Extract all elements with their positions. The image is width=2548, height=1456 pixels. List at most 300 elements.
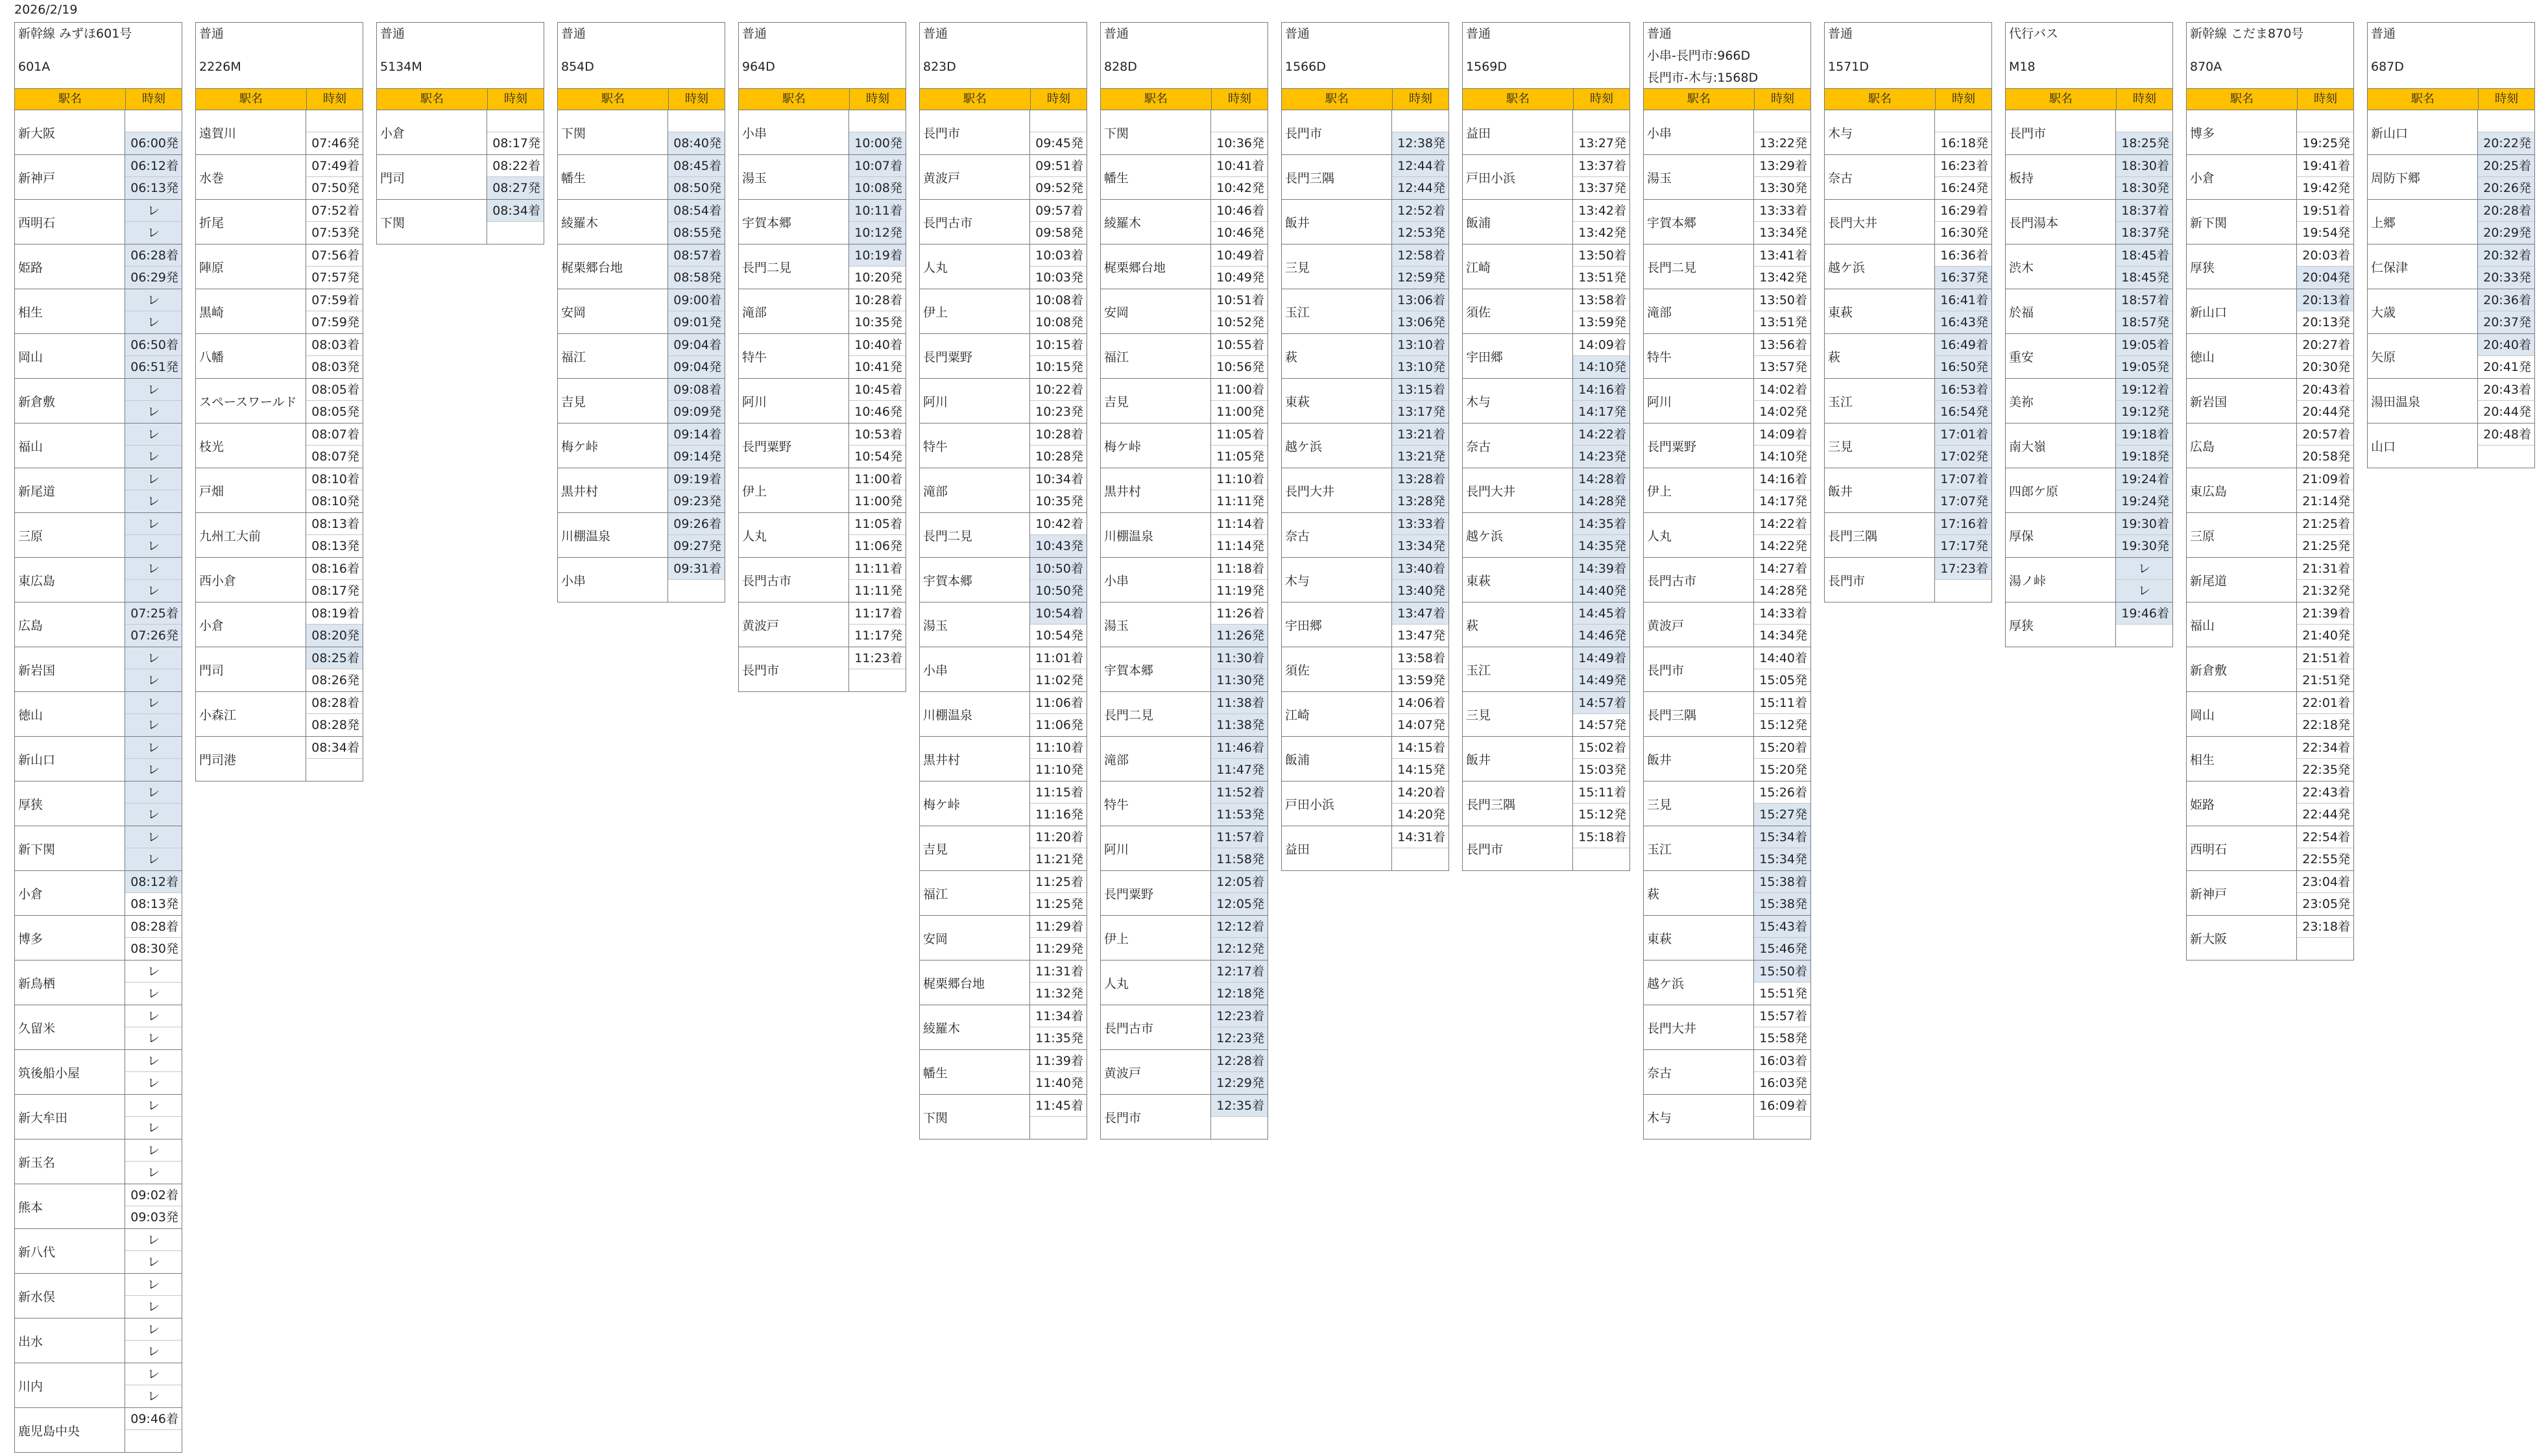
arrival-time: 13:58着: [1392, 647, 1448, 669]
table-row: [1101, 558, 1268, 603]
arrival-time: 13:50着: [1754, 289, 1810, 311]
train-number: [1644, 45, 1810, 88]
departure-time: 12:38発: [1392, 132, 1448, 154]
table-row: [15, 1005, 182, 1050]
station-name: 益田: [1282, 826, 1392, 870]
station-name: 新神戸: [2187, 871, 2297, 915]
time-cell: [849, 245, 906, 289]
arrival-time: 17:01着: [1935, 424, 1991, 446]
time-cell: [1935, 513, 1991, 557]
station-column-header: 駅名: [739, 89, 850, 110]
time-cell: [125, 1274, 182, 1318]
table-row: [196, 647, 363, 692]
table-row: [196, 200, 363, 245]
departure-time: 20:58発: [2302, 449, 2350, 464]
table-row: [920, 737, 1087, 782]
time-cell: [2116, 603, 2172, 647]
train-number: [2006, 45, 2172, 88]
table-row: [1101, 692, 1268, 737]
station-name: 飯浦: [1282, 737, 1392, 781]
table-row: [1101, 603, 1268, 647]
station-name: 玉江: [1282, 289, 1392, 333]
arrival-time: 14:16着: [1754, 468, 1810, 490]
time-cell: [2116, 558, 2172, 602]
time-cell: [849, 558, 906, 602]
departure-time: 13:34発: [1759, 226, 1807, 240]
table-row: [1463, 692, 1629, 737]
table-row: [1825, 110, 1991, 155]
time-cell: [306, 334, 363, 378]
table-row: [1825, 558, 1991, 603]
arrival-time: 10:34着: [1030, 468, 1087, 490]
time-cell: [668, 155, 725, 199]
table-row: [1463, 826, 1629, 871]
departure-time: 18:25発: [2116, 132, 2172, 154]
departure-time: 22:18発: [2302, 718, 2350, 732]
station-name: 川棚温泉: [920, 692, 1030, 736]
table-row: [1282, 155, 1448, 200]
arrival-time: 13:42着: [1573, 200, 1629, 222]
arrival-time: レ: [125, 1005, 182, 1027]
time-cell: [1392, 513, 1448, 557]
arrival-time: 11:15着: [1030, 782, 1087, 804]
station-name: 福江: [920, 871, 1030, 915]
table-row: [920, 200, 1087, 245]
departure-time: 14:17発: [1573, 401, 1629, 423]
arrival-time: 07:49着: [306, 155, 363, 177]
time-cell: [306, 200, 363, 244]
column-header: [196, 88, 363, 110]
departure-time: 18:57発: [2116, 311, 2172, 333]
table-row: [1282, 468, 1448, 513]
time-column-header: 時刻: [2314, 92, 2337, 106]
departure-time: 18:30発: [2116, 177, 2172, 199]
departure-time: 14:15発: [1397, 763, 1445, 777]
departure-time: 13:42発: [1759, 270, 1807, 285]
train-type: 普通: [561, 27, 586, 41]
arrival-time: 10:11着: [849, 200, 906, 222]
station-name: 折尾: [196, 200, 306, 244]
station-name: 新神戸: [15, 155, 125, 199]
time-cell: [1392, 826, 1448, 870]
time-cell: [125, 289, 182, 333]
timetable-block: [1281, 22, 1449, 871]
arrival-time: 19:46着: [2116, 603, 2172, 625]
train-number-line: 2226M: [199, 59, 241, 74]
departure-time: 15:46発: [1754, 938, 1810, 960]
arrival-time: 08:28着: [125, 916, 182, 938]
arrival-time: 14:15着: [1392, 737, 1448, 759]
arrival-time: 08:12着: [125, 871, 182, 893]
arrival-time: 09:57着: [1030, 200, 1087, 222]
station-name: 矢原: [2368, 334, 2478, 378]
arrival-time: [125, 110, 182, 132]
departure-time: 08:07発: [311, 449, 359, 464]
time-cell: [2116, 424, 2172, 468]
arrival-time: 10:22着: [1030, 379, 1087, 401]
departure-time: 10:08発: [1035, 315, 1083, 329]
departure-time: 10:23発: [1035, 405, 1083, 419]
time-cell: [1573, 692, 1629, 736]
station-name: 黒井村: [1101, 468, 1211, 512]
station-name: 須佐: [1282, 647, 1392, 691]
time-cell: [1754, 647, 1810, 691]
departure-time: 10:54発: [1035, 628, 1083, 643]
departure-time: 16:43発: [1935, 311, 1991, 333]
departure-time: 13:47発: [1397, 628, 1445, 643]
train-number: [920, 45, 1087, 88]
departure-time: 12:59発: [1392, 267, 1448, 289]
arrival-time: 21:51着: [2297, 647, 2353, 669]
time-cell: [1211, 1095, 1268, 1139]
arrival-time: 14:28着: [1573, 468, 1629, 490]
arrival-time: 11:38着: [1211, 692, 1268, 714]
station-name: 新山口: [15, 737, 125, 781]
station-name: 伊上: [920, 289, 1030, 333]
table-row: [15, 1229, 182, 1274]
time-cell: [1573, 245, 1629, 289]
station-name: 幡生: [920, 1050, 1030, 1094]
time-cell: [1030, 110, 1087, 154]
station-name: 萩: [1282, 334, 1392, 378]
time-cell: [1573, 826, 1629, 870]
table-row: [739, 468, 906, 513]
table-row: [558, 424, 725, 468]
time-cell: [1030, 871, 1087, 915]
table-row: [1463, 737, 1629, 782]
time-cell: [1030, 737, 1087, 781]
arrival-time: 14:16着: [1573, 379, 1629, 401]
table-row: [15, 468, 182, 513]
station-name: 越ケ浜: [1644, 961, 1754, 1005]
table-row: [1463, 468, 1629, 513]
time-cell: [1211, 961, 1268, 1005]
time-cell: [668, 379, 725, 423]
table-row: [196, 513, 363, 558]
departure-time: 19:42発: [2302, 181, 2350, 195]
time-cell: [1754, 334, 1810, 378]
time-cell: [668, 289, 725, 333]
departure-time: レ: [125, 848, 182, 870]
station-name: 梅ケ峠: [920, 782, 1030, 826]
table-row: [1644, 871, 1810, 916]
time-cell: [125, 1050, 182, 1094]
arrival-time: レ: [125, 692, 182, 714]
table-row: [1644, 155, 1810, 200]
departure-time: 11:35発: [1035, 1031, 1083, 1045]
station-column-header: 駅名: [2368, 89, 2479, 110]
station-name: 江崎: [1463, 245, 1573, 289]
table-row: [2006, 289, 2172, 334]
table-row: [920, 155, 1087, 200]
departure-time: 20:26発: [2478, 177, 2534, 199]
station-name: 特牛: [1101, 782, 1211, 826]
table-row: [2006, 379, 2172, 424]
time-cell: [668, 245, 725, 289]
time-cell: [306, 513, 363, 557]
arrival-time: 11:34着: [1030, 1005, 1087, 1027]
station-name: 九州工大前: [196, 513, 306, 557]
table-row: [2368, 289, 2534, 334]
timetable-block: [1643, 22, 1811, 1140]
time-cell: [2478, 200, 2534, 244]
arrival-time: 09:08着: [668, 379, 725, 401]
station-name: 東萩: [1282, 379, 1392, 423]
station-name: 大歳: [2368, 289, 2478, 333]
station-name: 滝部: [920, 468, 1030, 512]
time-cell: [2297, 424, 2353, 468]
time-cell: [2297, 155, 2353, 199]
arrival-time: 20:28着: [2478, 200, 2534, 222]
departure-time: 09:58発: [1035, 226, 1083, 240]
arrival-time: 11:31着: [1030, 961, 1087, 983]
time-cell: [1392, 110, 1448, 154]
table-row: [920, 379, 1087, 424]
departure-time: [668, 580, 725, 602]
arrival-time: 10:54着: [1030, 603, 1087, 625]
train-number-line: 854D: [561, 59, 594, 74]
time-cell: [1030, 513, 1087, 557]
time-cell: [1392, 782, 1448, 826]
table-row: [2187, 513, 2353, 558]
station-name: 黒井村: [920, 737, 1030, 781]
table-row: [1463, 245, 1629, 289]
table-row: [196, 603, 363, 647]
departure-time: 13:37発: [1578, 181, 1626, 195]
departure-time: 08:27発: [487, 177, 544, 199]
time-cell: [2297, 289, 2353, 333]
time-column-header: 時刻: [142, 92, 165, 106]
arrival-time: 10:08着: [1030, 289, 1087, 311]
station-name: 宇賀本郷: [920, 558, 1030, 602]
table-row: [196, 245, 363, 289]
station-name: 飯井: [1825, 468, 1935, 512]
arrival-time: 22:01着: [2297, 692, 2353, 714]
arrival-time: 14:39着: [1573, 558, 1629, 580]
departure-time: 11:32発: [1035, 986, 1083, 1001]
station-name: 長門粟野: [739, 424, 849, 468]
train-number-line: 1566D: [1285, 59, 1326, 74]
arrival-time: 14:49着: [1573, 647, 1629, 669]
arrival-time: [668, 110, 725, 132]
column-header: [739, 88, 906, 110]
station-name: 萩: [1825, 334, 1935, 378]
time-cell: [1211, 558, 1268, 602]
time-cell: [1754, 513, 1810, 557]
departure-time: [2478, 446, 2534, 468]
time-cell: [2116, 468, 2172, 512]
departure-time: 07:53発: [311, 226, 359, 240]
table-row: [920, 647, 1087, 692]
departure-time: 21:14発: [2302, 494, 2350, 508]
departure-time: 16:24発: [1940, 181, 1988, 195]
table-row: [1825, 424, 1991, 468]
table-row: [2368, 200, 2534, 245]
timetable-block: [2186, 22, 2354, 961]
table-row: [1644, 558, 1810, 603]
station-name: 下関: [1101, 110, 1211, 154]
departure-time: 15:34発: [1754, 848, 1810, 870]
time-cell: [1754, 289, 1810, 333]
time-cell: [306, 468, 363, 512]
time-cell: [2478, 110, 2534, 154]
table-row: [2368, 379, 2534, 424]
time-cell: [2297, 826, 2353, 870]
table-row: [2187, 737, 2353, 782]
arrival-time: 12:17着: [1211, 961, 1268, 983]
departure-time: 09:27発: [668, 535, 725, 557]
station-name: 福江: [558, 334, 668, 378]
time-cell: [125, 647, 182, 691]
station-name: 宇賀本郷: [1644, 200, 1754, 244]
arrival-time: 11:10着: [1211, 468, 1268, 490]
departure-time: 14:10発: [1759, 449, 1807, 464]
table-row: [1463, 110, 1629, 155]
time-column-header: 時刻: [1409, 92, 1432, 106]
arrival-time: レ: [125, 379, 182, 401]
time-cell: [1573, 334, 1629, 378]
time-cell: [1211, 692, 1268, 736]
table-row: [1101, 1095, 1268, 1140]
arrival-time: 18:45着: [2116, 245, 2172, 267]
arrival-time: 16:36着: [1935, 245, 1991, 267]
departure-time: 10:20発: [854, 270, 902, 285]
departure-time: 15:12発: [1578, 807, 1626, 822]
station-name: 黄波戸: [739, 603, 849, 647]
departure-time: 21:51発: [2302, 673, 2350, 687]
station-name: 阿川: [1101, 826, 1211, 870]
station-name: 川棚温泉: [558, 513, 668, 557]
departure-time: 16:18発: [1940, 136, 1988, 150]
station-name: 長門古市: [1101, 1005, 1211, 1049]
station-name: 長門市: [2006, 110, 2116, 154]
time-cell: [2116, 245, 2172, 289]
train-number-line: 長門市-木与:1568D: [1647, 71, 1759, 85]
time-cell: [125, 424, 182, 468]
time-cell: [849, 379, 906, 423]
departure-time: 11:47発: [1211, 759, 1268, 781]
arrival-time: 07:52着: [306, 200, 363, 222]
arrival-time: 16:49着: [1935, 334, 1991, 356]
table-row: [2187, 379, 2353, 424]
time-cell: [1211, 110, 1268, 154]
table-row: [920, 692, 1087, 737]
arrival-time: 10:19着: [849, 245, 906, 267]
departure-time: 10:28発: [1035, 449, 1083, 464]
table-row: [196, 289, 363, 334]
station-name: 新鳥栖: [15, 961, 125, 1005]
station-name: 小倉: [377, 110, 487, 154]
station-name: 周防下郷: [2368, 155, 2478, 199]
time-cell: [306, 647, 363, 691]
table-row: [15, 603, 182, 647]
departure-time: 08:17発: [492, 136, 540, 150]
station-name: 広島: [2187, 424, 2297, 468]
station-name: 小倉: [15, 871, 125, 915]
station-name: 越ケ浜: [1282, 424, 1392, 468]
arrival-time: 20:43着: [2297, 379, 2353, 401]
arrival-time: 09:02着: [125, 1184, 182, 1206]
arrival-time: 14:09着: [1573, 334, 1629, 356]
departure-time: 20:13発: [2302, 315, 2350, 329]
train-number-line: 687D: [2371, 59, 2404, 74]
train-number: [2187, 45, 2353, 88]
time-cell: [1030, 424, 1087, 468]
table-row: [739, 334, 906, 379]
table-row: [920, 961, 1087, 1005]
table-row: [196, 424, 363, 468]
arrival-time: 06:28着: [125, 245, 182, 267]
arrival-time: 21:39着: [2297, 603, 2353, 625]
departure-time: 08:55発: [668, 222, 725, 244]
arrival-time: 13:41着: [1754, 245, 1810, 267]
departure-time: 08:58発: [668, 267, 725, 289]
time-cell: [125, 692, 182, 736]
arrival-time: 08:34着: [306, 737, 363, 759]
table-row: [1282, 782, 1448, 826]
time-cell: [2297, 916, 2353, 960]
station-name: 長門大井: [1825, 200, 1935, 244]
table-row: [15, 1319, 182, 1363]
time-cell: [849, 155, 906, 199]
table-row: [739, 289, 906, 334]
column-header: [1825, 88, 1991, 110]
time-cell: [849, 468, 906, 512]
table-row: [920, 245, 1087, 289]
departure-time: 12:05発: [1211, 893, 1268, 915]
time-cell: [1392, 155, 1448, 199]
arrival-time: 10:41着: [1211, 155, 1268, 177]
train-number-line: 601A: [18, 59, 51, 74]
table-row: [1282, 826, 1448, 871]
arrival-time: 09:04着: [668, 334, 725, 356]
table-row: [1282, 647, 1448, 692]
time-cell: [1211, 737, 1268, 781]
station-name: 湯田温泉: [2368, 379, 2478, 423]
time-cell: [125, 558, 182, 602]
station-name: 博多: [15, 916, 125, 960]
time-cell: [2297, 603, 2353, 647]
departure-time: 11:10発: [1035, 763, 1083, 777]
departure-time: 11:06発: [854, 539, 902, 553]
arrival-time: 10:49着: [1211, 245, 1268, 267]
table-row: [1101, 155, 1268, 200]
time-cell: [306, 379, 363, 423]
time-cell: [849, 289, 906, 333]
arrival-time: 11:18着: [1211, 558, 1268, 580]
table-row: [1463, 603, 1629, 647]
departure-time: 13:10発: [1392, 356, 1448, 378]
time-cell: [1211, 916, 1268, 960]
departure-time: 08:50発: [668, 177, 725, 199]
departure-time: 14:02発: [1759, 405, 1807, 419]
station-name: 梶栗郷台地: [920, 961, 1030, 1005]
departure-time: 11:26発: [1211, 625, 1268, 647]
time-cell: [1211, 871, 1268, 915]
departure-time: 11:02発: [1035, 673, 1083, 687]
arrival-time: レ: [125, 961, 182, 983]
departure-time: 19:12発: [2116, 401, 2172, 423]
departure-time: 09:03発: [130, 1210, 178, 1224]
arrival-time: 16:41着: [1935, 289, 1991, 311]
arrival-time: 14:57着: [1573, 692, 1629, 714]
departure-time: 06:29発: [125, 267, 182, 289]
arrival-time: 11:26着: [1211, 603, 1268, 625]
table-row: [920, 782, 1087, 826]
time-cell: [1211, 603, 1268, 647]
table-row: [196, 558, 363, 603]
table-row: [15, 289, 182, 334]
